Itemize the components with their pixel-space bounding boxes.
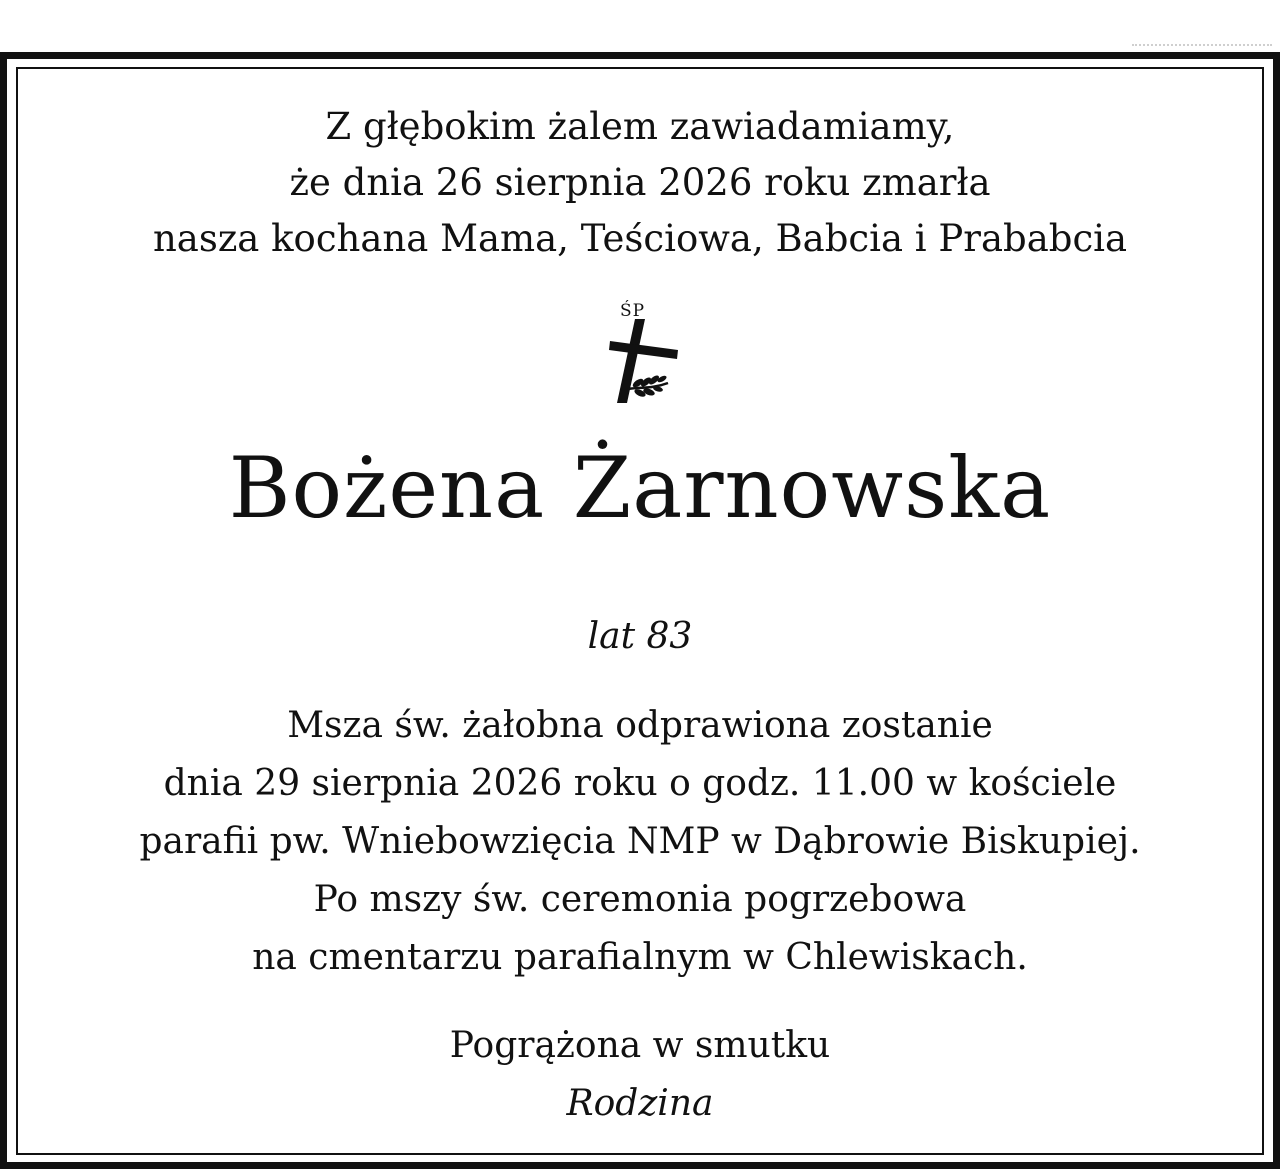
details-line: na cmentarzu parafialnym w Chlewiskach. (252, 937, 1028, 978)
sp-label: ŚP (620, 301, 646, 321)
closing-text: Pogrążona w smutku (449, 1025, 831, 1066)
scan-edge-artifact (1132, 44, 1272, 50)
funeral-details (18, 697, 1262, 987)
cross-with-branch-icon (600, 317, 680, 405)
details-line: Po mszy św. ceremonia pogrzebowa (313, 879, 967, 920)
intro-line: Z głębokim żalem zawiadamiamy, (325, 105, 955, 148)
details-line: parafii pw. Wniebowzięcia NMP w Dąbrowie Biskupiej. (139, 821, 1141, 862)
intro-text (18, 99, 1262, 267)
signature-text: Rodzina (566, 1083, 714, 1124)
intro-line: że dnia 26 sierpnia 2026 roku zmarła (289, 161, 991, 204)
details-line: Msza św. żałobna odprawiona zostanie (287, 705, 993, 746)
age-text: lat 83 (587, 616, 693, 657)
deceased-name: Bożena Żarnowska (228, 439, 1052, 537)
intro-line: nasza kochana Mama, Teściowa, Babcia i Prababcia (152, 217, 1128, 260)
memorial-symbol (600, 301, 680, 411)
details-line: dnia 29 sierpnia 2026 roku o godz. 11.00 w kościele (163, 763, 1117, 804)
closing-block (18, 1017, 1262, 1133)
